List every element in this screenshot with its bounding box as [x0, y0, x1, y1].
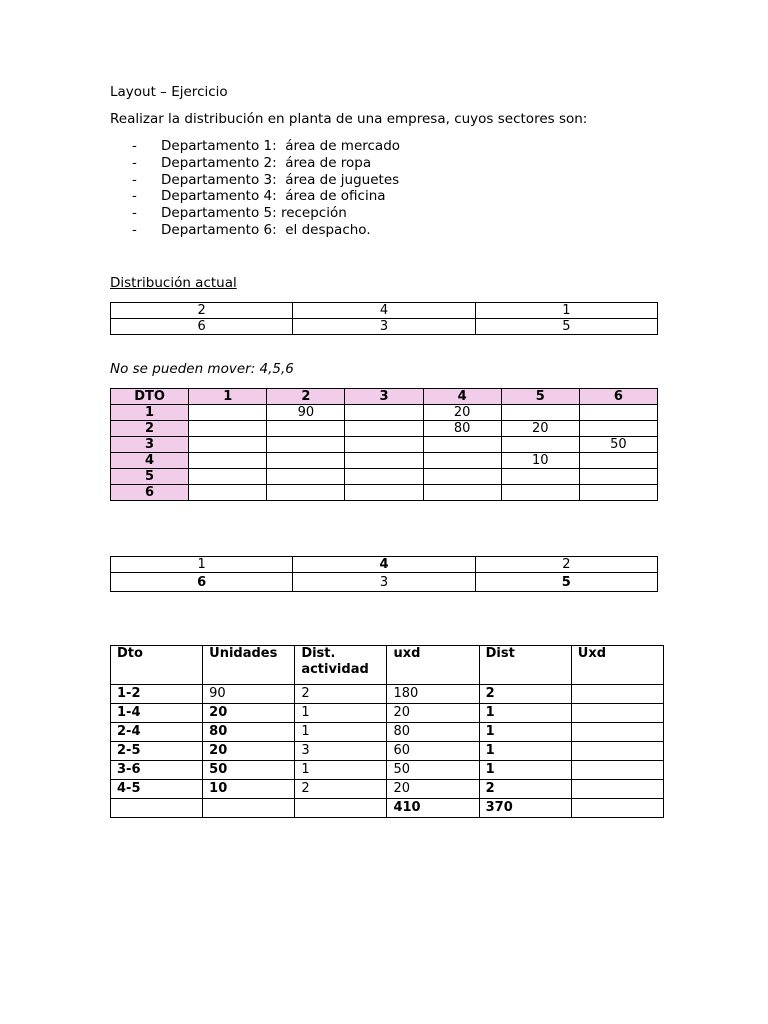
department-item: Departamento 4: área de oficina — [161, 188, 386, 205]
table-row — [111, 685, 664, 704]
matrix-cell: 20 — [501, 421, 579, 437]
matrix-cell — [267, 485, 345, 501]
calc-cell: 1-2 — [111, 685, 203, 704]
matrix-cell — [189, 469, 267, 485]
calculation-table — [110, 645, 664, 818]
department-item: Departamento 5: recepción — [161, 205, 347, 222]
matrix-cell: 10 — [501, 453, 579, 469]
column-header: uxd — [387, 646, 479, 685]
department-item: Departamento 6: el despacho. — [161, 221, 371, 238]
layout-cell: 1 — [475, 303, 657, 319]
matrix-cell — [267, 421, 345, 437]
calc-cell: 2-4 — [111, 723, 203, 742]
row-header: 2 — [111, 421, 189, 437]
matrix-cell — [501, 405, 579, 421]
matrix-cell — [189, 405, 267, 421]
calc-cell: 80 — [203, 723, 295, 742]
calc-cell: 60 — [387, 742, 479, 761]
matrix-cell — [579, 469, 657, 485]
table-header-row — [111, 389, 658, 405]
intro-text: Realizar la distribución en planta de una empresa, cuyos sectores son: — [110, 111, 588, 127]
matrix-cell — [423, 453, 501, 469]
matrix-cell — [189, 453, 267, 469]
matrix-cell — [345, 405, 423, 421]
calc-cell: 3 — [295, 742, 387, 761]
table-row-total — [111, 799, 664, 818]
table-row — [111, 485, 658, 501]
layout-cell: 6 — [111, 573, 293, 592]
calc-cell: 90 — [203, 685, 295, 704]
calc-cell: 2 — [479, 685, 571, 704]
calc-cell: 1-4 — [111, 704, 203, 723]
table-row — [111, 437, 658, 453]
calc-cell: 2-5 — [111, 742, 203, 761]
table-row — [111, 319, 658, 335]
matrix-cell — [267, 469, 345, 485]
matrix-cell — [189, 421, 267, 437]
matrix-cell: 90 — [267, 405, 345, 421]
calc-cell — [203, 799, 295, 818]
matrix-cell — [423, 437, 501, 453]
proposed-layout-table — [110, 556, 658, 592]
calc-cell: 20 — [387, 780, 479, 799]
department-item: Departamento 1: área de mercado — [161, 138, 401, 154]
layout-cell: 2 — [111, 303, 293, 319]
calc-cell — [571, 704, 663, 723]
calc-cell: 2 — [479, 780, 571, 799]
table-row — [111, 453, 658, 469]
table-row — [111, 557, 658, 573]
calc-cell: 180 — [387, 685, 479, 704]
calc-cell: 20 — [203, 742, 295, 761]
matrix-cell — [345, 437, 423, 453]
table-row — [111, 704, 664, 723]
table-row — [111, 761, 664, 780]
matrix-cell — [345, 453, 423, 469]
column-header: Dto — [111, 646, 203, 685]
table-row — [111, 421, 658, 437]
table-row — [111, 405, 658, 421]
table-row — [111, 573, 658, 592]
row-header: 5 — [111, 469, 189, 485]
bullet-dash: - — [132, 171, 137, 188]
calc-cell — [571, 685, 663, 704]
calc-cell: 1 — [479, 704, 571, 723]
layout-cell: 2 — [475, 557, 657, 573]
layout-cell: 4 — [293, 303, 475, 319]
matrix-cell — [423, 469, 501, 485]
calc-cell — [571, 761, 663, 780]
column-header: Dist — [479, 646, 571, 685]
calc-cell: 1 — [479, 742, 571, 761]
relationship-matrix — [110, 388, 658, 501]
bullet-dash: - — [132, 154, 137, 171]
calc-cell — [111, 799, 203, 818]
column-header: 3 — [345, 389, 423, 405]
matrix-cell — [345, 469, 423, 485]
column-header: 6 — [579, 389, 657, 405]
column-header: Dist. actividad — [295, 646, 387, 685]
layout-cell: 4 — [293, 557, 475, 573]
matrix-cell: 50 — [579, 437, 657, 453]
calc-cell: 20 — [387, 704, 479, 723]
matrix-cell — [267, 453, 345, 469]
document-title: Layout – Ejercicio — [110, 84, 228, 100]
table-header-row — [111, 646, 664, 685]
calc-cell: 1 — [295, 723, 387, 742]
matrix-cell — [189, 437, 267, 453]
matrix-cell: 20 — [423, 405, 501, 421]
current-layout-heading: Distribución actual — [110, 275, 237, 291]
calc-cell: 20 — [203, 704, 295, 723]
table-row — [111, 780, 664, 799]
matrix-cell — [501, 469, 579, 485]
row-header: 1 — [111, 405, 189, 421]
layout-cell: 5 — [475, 319, 657, 335]
calc-cell: 80 — [387, 723, 479, 742]
row-header: 3 — [111, 437, 189, 453]
matrix-cell — [423, 485, 501, 501]
calc-cell: 1 — [295, 704, 387, 723]
matrix-cell: 80 — [423, 421, 501, 437]
current-layout-table — [110, 302, 658, 335]
calc-cell: 1 — [479, 723, 571, 742]
column-header: 2 — [267, 389, 345, 405]
matrix-cell — [501, 485, 579, 501]
column-header: 1 — [189, 389, 267, 405]
bullet-dash: - — [132, 221, 137, 238]
bullet-dash: - — [132, 188, 137, 205]
matrix-cell — [345, 421, 423, 437]
layout-cell: 6 — [111, 319, 293, 335]
column-header: 5 — [501, 389, 579, 405]
layout-cell: 3 — [293, 573, 475, 592]
table-row — [111, 723, 664, 742]
calc-cell: 1 — [295, 761, 387, 780]
layout-cell: 5 — [475, 573, 657, 592]
column-header: DTO — [111, 389, 189, 405]
calc-cell — [571, 723, 663, 742]
calc-cell — [295, 799, 387, 818]
matrix-cell — [501, 437, 579, 453]
matrix-cell — [189, 485, 267, 501]
calc-cell: 2 — [295, 685, 387, 704]
calc-cell: 50 — [203, 761, 295, 780]
row-header: 6 — [111, 485, 189, 501]
total-uxd: 410 — [387, 799, 479, 818]
calc-cell: 4-5 — [111, 780, 203, 799]
calc-cell: 1 — [479, 761, 571, 780]
matrix-cell — [267, 437, 345, 453]
calc-cell: 50 — [387, 761, 479, 780]
bullet-dash: - — [132, 138, 137, 154]
calc-cell: 2 — [295, 780, 387, 799]
layout-cell: 1 — [111, 557, 293, 573]
calc-cell: 3-6 — [111, 761, 203, 780]
row-header: 4 — [111, 453, 189, 469]
department-item: Departamento 3: área de juguetes — [161, 171, 400, 188]
table-row — [111, 469, 658, 485]
constraint-note: No se pueden mover: 4,5,6 — [110, 361, 294, 377]
layout-cell: 3 — [293, 319, 475, 335]
calc-cell — [571, 780, 663, 799]
calc-cell: 10 — [203, 780, 295, 799]
column-header: Unidades — [203, 646, 295, 685]
matrix-cell — [579, 421, 657, 437]
matrix-cell — [345, 485, 423, 501]
column-header: 4 — [423, 389, 501, 405]
matrix-cell — [579, 405, 657, 421]
table-row — [111, 303, 658, 319]
department-item: Departamento 2: área de ropa — [161, 154, 372, 171]
table-row — [111, 742, 664, 761]
calc-cell — [571, 742, 663, 761]
matrix-cell — [579, 485, 657, 501]
column-header: Uxd — [571, 646, 663, 685]
calc-cell — [571, 799, 663, 818]
matrix-cell — [579, 453, 657, 469]
bullet-dash: - — [132, 205, 137, 222]
total-dist: 370 — [479, 799, 571, 818]
